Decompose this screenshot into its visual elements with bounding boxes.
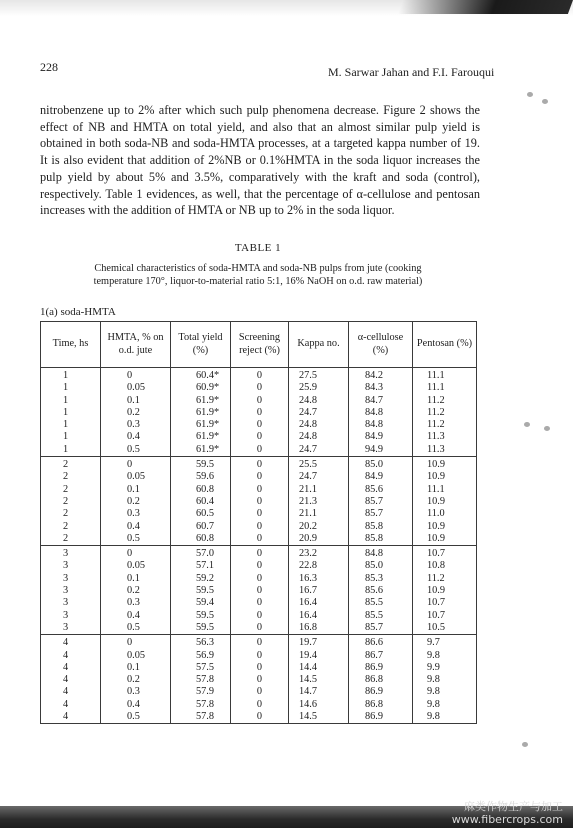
cell-pentosan: 10.5 bbox=[413, 622, 477, 635]
cell-total-yield: 59.5 bbox=[171, 585, 231, 597]
table-row bbox=[41, 431, 477, 443]
cell-hmta: 0.4 bbox=[101, 699, 171, 711]
table-header-row bbox=[41, 322, 477, 368]
cell-hmta: 0.3 bbox=[101, 508, 171, 520]
cell-kappa: 16.7 bbox=[289, 585, 349, 597]
cell-hmta: 0.3 bbox=[101, 597, 171, 609]
cell-hmta: 0.3 bbox=[101, 419, 171, 431]
cell-screening-reject: 0 bbox=[231, 650, 289, 662]
cell-pentosan: 9.8 bbox=[413, 674, 477, 686]
cell-pentosan: 11.2 bbox=[413, 573, 477, 585]
cell-pentosan: 10.9 bbox=[413, 457, 477, 472]
cell-pentosan: 9.9 bbox=[413, 662, 477, 674]
cell-time: 4 bbox=[41, 650, 101, 662]
cell-total-yield: 57.9 bbox=[171, 686, 231, 698]
table-row bbox=[41, 457, 477, 472]
cell-screening-reject: 0 bbox=[231, 431, 289, 443]
cell-alpha-cellulose: 84.3 bbox=[349, 382, 413, 394]
cell-total-yield: 60.4* bbox=[171, 368, 231, 383]
cell-alpha-cellulose: 86.9 bbox=[349, 711, 413, 724]
cell-hmta: 0.2 bbox=[101, 496, 171, 508]
cell-kappa: 14.7 bbox=[289, 686, 349, 698]
table-row bbox=[41, 674, 477, 686]
cell-screening-reject: 0 bbox=[231, 686, 289, 698]
cell-screening-reject: 0 bbox=[231, 382, 289, 394]
cell-alpha-cellulose: 85.3 bbox=[349, 573, 413, 585]
table-row bbox=[41, 662, 477, 674]
cell-alpha-cellulose: 85.7 bbox=[349, 508, 413, 520]
cell-alpha-cellulose: 84.8 bbox=[349, 407, 413, 419]
cell-time: 1 bbox=[41, 382, 101, 394]
cell-total-yield: 59.2 bbox=[171, 573, 231, 585]
cell-hmta: 0.2 bbox=[101, 674, 171, 686]
table-row bbox=[41, 395, 477, 407]
cell-kappa: 24.8 bbox=[289, 419, 349, 431]
scan-shadow-top bbox=[0, 0, 573, 16]
cell-total-yield: 57.5 bbox=[171, 662, 231, 674]
cell-screening-reject: 0 bbox=[231, 407, 289, 419]
cell-alpha-cellulose: 84.8 bbox=[349, 419, 413, 431]
cell-alpha-cellulose: 85.6 bbox=[349, 585, 413, 597]
cell-pentosan: 10.9 bbox=[413, 471, 477, 483]
cell-alpha-cellulose: 86.6 bbox=[349, 635, 413, 650]
table-row bbox=[41, 635, 477, 650]
cell-kappa: 25.5 bbox=[289, 457, 349, 472]
cell-pentosan: 10.7 bbox=[413, 610, 477, 622]
body-paragraph: nitrobenzene up to 2% after which such pulp phenomena decrease. Figure 2 shows the effect of NB and HMTA on total yield, and also that an almost similar pulp yield is obtained in both soda-NB and soda-HMTA processes, at a targeted kappa number of 19. It is also evident that addition of 2%NB or 0.1%HMTA in the soda liquor increases the pulp yield by about 5% and 3.5%, comparatively with the kraft and soda (control), respectively. Table 1 evidences, as well, that the percentage of α-cellulose and pentosan increases with the addition of HMTA or NB up to 2% in the soda liquor. bbox=[40, 103, 480, 218]
cell-time: 1 bbox=[41, 444, 101, 457]
cell-screening-reject: 0 bbox=[231, 496, 289, 508]
cell-pentosan: 11.1 bbox=[413, 382, 477, 394]
table-row bbox=[41, 585, 477, 597]
cell-kappa: 24.8 bbox=[289, 431, 349, 443]
cell-time: 4 bbox=[41, 686, 101, 698]
cell-screening-reject: 0 bbox=[231, 457, 289, 472]
cell-pentosan: 10.7 bbox=[413, 597, 477, 609]
cell-alpha-cellulose: 84.8 bbox=[349, 546, 413, 561]
cell-total-yield: 60.9* bbox=[171, 382, 231, 394]
cell-kappa: 14.5 bbox=[289, 674, 349, 686]
cell-total-yield: 59.6 bbox=[171, 471, 231, 483]
table-row bbox=[41, 444, 477, 457]
cell-screening-reject: 0 bbox=[231, 573, 289, 585]
cell-total-yield: 56.9 bbox=[171, 650, 231, 662]
cell-hmta: 0.1 bbox=[101, 484, 171, 496]
cell-time: 1 bbox=[41, 431, 101, 443]
cell-pentosan: 11.3 bbox=[413, 431, 477, 443]
cell-time: 3 bbox=[41, 560, 101, 572]
watermark-line-2: www.fibercrops.com bbox=[451, 813, 563, 826]
table-row bbox=[41, 560, 477, 572]
header-pentosan: Pentosan (%) bbox=[413, 322, 477, 368]
cell-total-yield: 61.9* bbox=[171, 431, 231, 443]
header-screening-reject: Screening reject (%) bbox=[231, 322, 289, 368]
cell-screening-reject: 0 bbox=[231, 508, 289, 520]
header-alpha-cellulose: α-cellulose (%) bbox=[349, 322, 413, 368]
cell-time: 2 bbox=[41, 508, 101, 520]
cell-hmta: 0.1 bbox=[101, 573, 171, 585]
cell-kappa: 16.4 bbox=[289, 597, 349, 609]
cell-total-yield: 60.4 bbox=[171, 496, 231, 508]
cell-pentosan: 9.8 bbox=[413, 699, 477, 711]
cell-alpha-cellulose: 85.8 bbox=[349, 533, 413, 546]
cell-total-yield: 59.5 bbox=[171, 457, 231, 472]
cell-time: 3 bbox=[41, 546, 101, 561]
table-row bbox=[41, 546, 477, 561]
cell-total-yield: 60.8 bbox=[171, 484, 231, 496]
cell-time: 3 bbox=[41, 610, 101, 622]
cell-alpha-cellulose: 85.5 bbox=[349, 610, 413, 622]
cell-total-yield: 60.8 bbox=[171, 533, 231, 546]
header-hmta: HMTA, % on o.d. jute bbox=[101, 322, 171, 368]
cell-alpha-cellulose: 86.8 bbox=[349, 674, 413, 686]
table-row bbox=[41, 711, 477, 724]
cell-time: 4 bbox=[41, 662, 101, 674]
cell-kappa: 24.7 bbox=[289, 471, 349, 483]
table-caption: Chemical characteristics of soda-HMTA and soda-NB pulps from jute (cooking temperature 170°, liquor-to-material ratio 5:1, 16% NaOH on o.d. raw material) bbox=[93, 263, 423, 287]
cell-time: 3 bbox=[41, 597, 101, 609]
cell-alpha-cellulose: 84.7 bbox=[349, 395, 413, 407]
cell-screening-reject: 0 bbox=[231, 395, 289, 407]
cell-screening-reject: 0 bbox=[231, 597, 289, 609]
cell-pentosan: 11.2 bbox=[413, 407, 477, 419]
cell-pentosan: 11.1 bbox=[413, 368, 477, 383]
cell-time: 2 bbox=[41, 484, 101, 496]
page-number: 228 bbox=[40, 60, 58, 74]
cell-kappa: 14.4 bbox=[289, 662, 349, 674]
cell-kappa: 20.2 bbox=[289, 521, 349, 533]
watermark-line-1: 麻类作物生产与加工 bbox=[464, 800, 563, 813]
table-row bbox=[41, 484, 477, 496]
table-row bbox=[41, 368, 477, 383]
cell-kappa: 16.4 bbox=[289, 610, 349, 622]
table-row bbox=[41, 407, 477, 419]
cell-time: 2 bbox=[41, 471, 101, 483]
cell-pentosan: 11.1 bbox=[413, 484, 477, 496]
cell-total-yield: 59.5 bbox=[171, 610, 231, 622]
cell-kappa: 16.8 bbox=[289, 622, 349, 635]
cell-hmta: 0.4 bbox=[101, 431, 171, 443]
cell-screening-reject: 0 bbox=[231, 521, 289, 533]
cell-kappa: 21.1 bbox=[289, 508, 349, 520]
cell-kappa: 23.2 bbox=[289, 546, 349, 561]
table-row bbox=[41, 471, 477, 483]
cell-alpha-cellulose: 85.8 bbox=[349, 521, 413, 533]
cell-total-yield: 61.9* bbox=[171, 444, 231, 457]
cell-total-yield: 57.1 bbox=[171, 560, 231, 572]
cell-screening-reject: 0 bbox=[231, 484, 289, 496]
cell-time: 2 bbox=[41, 496, 101, 508]
cell-alpha-cellulose: 86.9 bbox=[349, 686, 413, 698]
cell-hmta: 0 bbox=[101, 546, 171, 561]
cell-screening-reject: 0 bbox=[231, 419, 289, 431]
table-row bbox=[41, 533, 477, 546]
data-table bbox=[40, 321, 477, 724]
cell-hmta: 0.05 bbox=[101, 382, 171, 394]
watermark bbox=[452, 800, 563, 826]
cell-screening-reject: 0 bbox=[231, 662, 289, 674]
table-row bbox=[41, 496, 477, 508]
table-row bbox=[41, 610, 477, 622]
cell-kappa: 21.3 bbox=[289, 496, 349, 508]
cell-alpha-cellulose: 84.2 bbox=[349, 368, 413, 383]
table-row bbox=[41, 419, 477, 431]
cell-pentosan: 10.7 bbox=[413, 546, 477, 561]
cell-screening-reject: 0 bbox=[231, 560, 289, 572]
cell-hmta: 0.2 bbox=[101, 407, 171, 419]
cell-time: 3 bbox=[41, 573, 101, 585]
scan-speck bbox=[522, 742, 528, 747]
cell-screening-reject: 0 bbox=[231, 699, 289, 711]
cell-kappa: 14.5 bbox=[289, 711, 349, 724]
scan-speck bbox=[527, 92, 533, 97]
cell-hmta: 0.4 bbox=[101, 521, 171, 533]
cell-total-yield: 59.5 bbox=[171, 622, 231, 635]
running-head: M. Sarwar Jahan and F.I. Farouqui bbox=[328, 65, 495, 79]
scan-speck bbox=[542, 99, 548, 104]
cell-total-yield: 57.8 bbox=[171, 674, 231, 686]
cell-hmta: 0.05 bbox=[101, 650, 171, 662]
cell-total-yield: 61.9* bbox=[171, 395, 231, 407]
table-body bbox=[41, 368, 477, 724]
cell-pentosan: 10.9 bbox=[413, 585, 477, 597]
cell-pentosan: 10.9 bbox=[413, 533, 477, 546]
cell-screening-reject: 0 bbox=[231, 674, 289, 686]
cell-time: 2 bbox=[41, 521, 101, 533]
cell-hmta: 0.4 bbox=[101, 610, 171, 622]
cell-pentosan: 11.2 bbox=[413, 395, 477, 407]
cell-screening-reject: 0 bbox=[231, 610, 289, 622]
cell-kappa: 16.3 bbox=[289, 573, 349, 585]
cell-alpha-cellulose: 85.0 bbox=[349, 560, 413, 572]
cell-kappa: 24.8 bbox=[289, 395, 349, 407]
table-row bbox=[41, 699, 477, 711]
cell-kappa: 20.9 bbox=[289, 533, 349, 546]
cell-pentosan: 9.8 bbox=[413, 711, 477, 724]
cell-hmta: 0.05 bbox=[101, 560, 171, 572]
cell-kappa: 24.7 bbox=[289, 407, 349, 419]
cell-alpha-cellulose: 85.5 bbox=[349, 597, 413, 609]
cell-alpha-cellulose: 85.7 bbox=[349, 622, 413, 635]
table-row bbox=[41, 573, 477, 585]
cell-total-yield: 56.3 bbox=[171, 635, 231, 650]
cell-alpha-cellulose: 84.9 bbox=[349, 471, 413, 483]
cell-kappa: 27.5 bbox=[289, 368, 349, 383]
cell-time: 3 bbox=[41, 585, 101, 597]
scan-speck bbox=[524, 422, 530, 427]
cell-kappa: 22.8 bbox=[289, 560, 349, 572]
cell-hmta: 0.1 bbox=[101, 395, 171, 407]
table-row bbox=[41, 650, 477, 662]
cell-pentosan: 9.8 bbox=[413, 686, 477, 698]
cell-kappa: 24.7 bbox=[289, 444, 349, 457]
cell-alpha-cellulose: 86.7 bbox=[349, 650, 413, 662]
cell-hmta: 0.05 bbox=[101, 471, 171, 483]
cell-total-yield: 59.4 bbox=[171, 597, 231, 609]
table-title: TABLE 1 bbox=[234, 242, 282, 254]
cell-pentosan: 9.8 bbox=[413, 650, 477, 662]
table-row bbox=[41, 382, 477, 394]
cell-hmta: 0.5 bbox=[101, 444, 171, 457]
cell-pentosan: 10.9 bbox=[413, 496, 477, 508]
cell-screening-reject: 0 bbox=[231, 622, 289, 635]
cell-total-yield: 57.0 bbox=[171, 546, 231, 561]
cell-kappa: 25.9 bbox=[289, 382, 349, 394]
cell-total-yield: 60.7 bbox=[171, 521, 231, 533]
cell-kappa: 19.7 bbox=[289, 635, 349, 650]
cell-total-yield: 61.9* bbox=[171, 407, 231, 419]
scan-speck bbox=[544, 426, 550, 431]
cell-pentosan: 10.8 bbox=[413, 560, 477, 572]
cell-pentosan: 11.3 bbox=[413, 444, 477, 457]
cell-time: 4 bbox=[41, 711, 101, 724]
cell-alpha-cellulose: 86.9 bbox=[349, 662, 413, 674]
cell-time: 4 bbox=[41, 699, 101, 711]
cell-total-yield: 57.8 bbox=[171, 711, 231, 724]
table-row bbox=[41, 622, 477, 635]
cell-screening-reject: 0 bbox=[231, 546, 289, 561]
cell-hmta: 0 bbox=[101, 635, 171, 650]
cell-kappa: 21.1 bbox=[289, 484, 349, 496]
cell-time: 1 bbox=[41, 395, 101, 407]
cell-time: 3 bbox=[41, 622, 101, 635]
cell-hmta: 0 bbox=[101, 368, 171, 383]
cell-hmta: 0 bbox=[101, 457, 171, 472]
cell-time: 2 bbox=[41, 533, 101, 546]
cell-hmta: 0.5 bbox=[101, 533, 171, 546]
cell-time: 4 bbox=[41, 674, 101, 686]
cell-alpha-cellulose: 94.9 bbox=[349, 444, 413, 457]
table-row bbox=[41, 686, 477, 698]
cell-screening-reject: 0 bbox=[231, 585, 289, 597]
cell-alpha-cellulose: 84.9 bbox=[349, 431, 413, 443]
cell-screening-reject: 0 bbox=[231, 711, 289, 724]
cell-pentosan: 10.9 bbox=[413, 521, 477, 533]
cell-pentosan: 11.0 bbox=[413, 508, 477, 520]
cell-hmta: 0.2 bbox=[101, 585, 171, 597]
cell-time: 1 bbox=[41, 419, 101, 431]
cell-screening-reject: 0 bbox=[231, 471, 289, 483]
cell-screening-reject: 0 bbox=[231, 444, 289, 457]
cell-alpha-cellulose: 85.6 bbox=[349, 484, 413, 496]
cell-time: 4 bbox=[41, 635, 101, 650]
cell-screening-reject: 0 bbox=[231, 635, 289, 650]
cell-hmta: 0.3 bbox=[101, 686, 171, 698]
cell-total-yield: 60.5 bbox=[171, 508, 231, 520]
cell-pentosan: 11.2 bbox=[413, 419, 477, 431]
cell-kappa: 14.6 bbox=[289, 699, 349, 711]
cell-hmta: 0.1 bbox=[101, 662, 171, 674]
header-total-yield: Total yield (%) bbox=[171, 322, 231, 368]
cell-total-yield: 57.8 bbox=[171, 699, 231, 711]
cell-time: 2 bbox=[41, 457, 101, 472]
cell-time: 1 bbox=[41, 407, 101, 419]
cell-alpha-cellulose: 85.7 bbox=[349, 496, 413, 508]
cell-hmta: 0.5 bbox=[101, 711, 171, 724]
cell-alpha-cellulose: 85.0 bbox=[349, 457, 413, 472]
table-row bbox=[41, 508, 477, 520]
cell-hmta: 0.5 bbox=[101, 622, 171, 635]
cell-total-yield: 61.9* bbox=[171, 419, 231, 431]
table-row bbox=[41, 521, 477, 533]
header-kappa: Kappa no. bbox=[289, 322, 349, 368]
cell-screening-reject: 0 bbox=[231, 533, 289, 546]
table-row bbox=[41, 597, 477, 609]
header-time: Time, hs bbox=[41, 322, 101, 368]
cell-pentosan: 9.7 bbox=[413, 635, 477, 650]
subtable-label: 1(a) soda-HMTA bbox=[40, 306, 116, 318]
cell-alpha-cellulose: 86.8 bbox=[349, 699, 413, 711]
cell-kappa: 19.4 bbox=[289, 650, 349, 662]
cell-screening-reject: 0 bbox=[231, 368, 289, 383]
cell-time: 1 bbox=[41, 368, 101, 383]
